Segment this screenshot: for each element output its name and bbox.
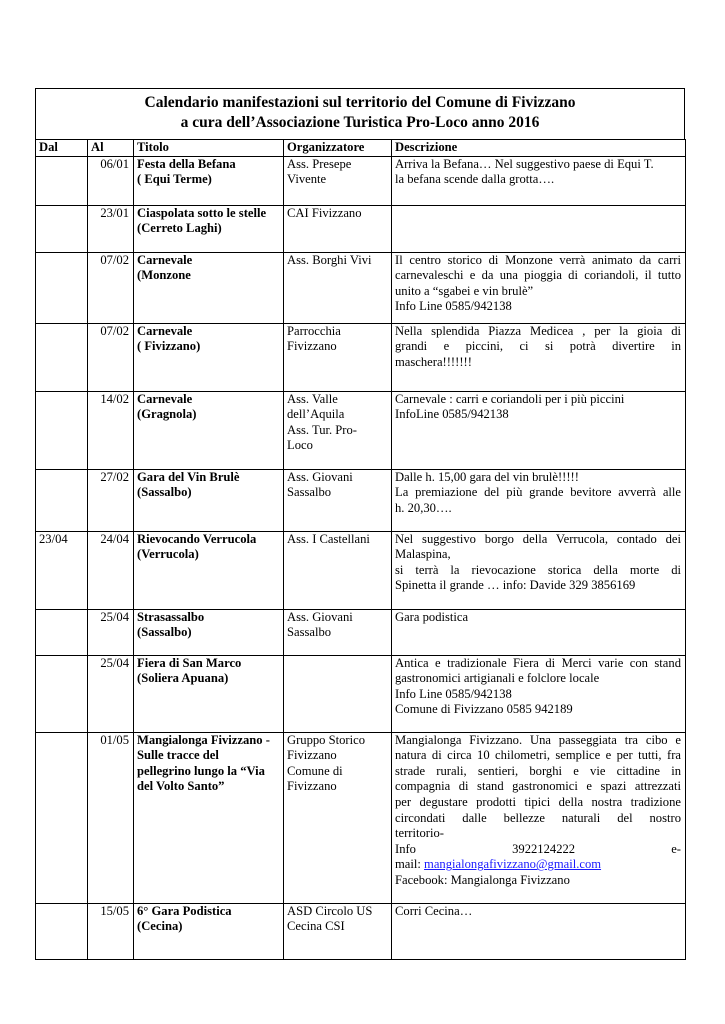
organizer-line: Parrocchia [287, 323, 341, 338]
event-title-line: Mangialonga Fivizzano - [137, 732, 270, 747]
event-title-line: Ciaspolata sotto le stelle [137, 205, 267, 220]
table-row [36, 252, 686, 323]
cell-dal [36, 252, 88, 323]
description-line: si terrà la rievocazione storica della morte di [395, 562, 681, 577]
cell-descrizione [392, 609, 686, 655]
cell-organizzatore [284, 156, 392, 205]
event-title-line: (Sassalbo) [137, 625, 192, 640]
event-title-line: (Cerreto Laghi) [137, 221, 222, 236]
description-line: carnevaleschi e da una pioggia di coriandoli, il tutto [395, 268, 681, 283]
event-title-line: ( Fivizzano) [137, 339, 201, 354]
cell-dal [36, 732, 88, 903]
cell-organizzatore [284, 205, 392, 252]
event-title-line: del Volto Santo” [137, 779, 225, 794]
cell-al [88, 156, 134, 205]
description-line: La premiazione del più grande bevitore avverrà alle [395, 485, 681, 500]
date-from: 23/04 [39, 531, 68, 546]
cell-descrizione [392, 205, 686, 252]
organizer-line: Sassalbo [287, 625, 332, 640]
description-line: Dalle h. 15,00 gara del vin brulè!!!!! [395, 469, 579, 484]
description-line: Info Line 0585/942138 [395, 299, 512, 314]
cell-organizzatore [284, 531, 392, 609]
cell-al [88, 609, 134, 655]
organizer-line: Gruppo Storico [287, 732, 366, 747]
header-al: Al [88, 140, 134, 157]
table-row [36, 609, 686, 655]
description-line: unito a “sgabei e vin brulè” [395, 283, 534, 298]
organizer-line: Sassalbo [287, 485, 332, 500]
description-line: Arriva la Befana… Nel suggestivo paese di Equi T. [395, 156, 654, 171]
events-table [35, 139, 686, 960]
table-row [36, 732, 686, 903]
description-line: territorio- [395, 826, 444, 841]
cell-descrizione [392, 323, 686, 391]
cell-titolo [134, 156, 284, 205]
description-line: strade rurali, sentieri, borghi e vie cittadine in [395, 763, 681, 778]
description-line: Malaspina, [395, 547, 451, 562]
event-title-line: 6° Gara Podistica [137, 903, 232, 918]
event-title-line: Rievocando Verrucola [137, 531, 257, 546]
title-box [35, 88, 685, 140]
organizer-line: Ass. Presepe [287, 156, 352, 171]
cell-descrizione [392, 156, 686, 205]
description-line: mail: mangialongafivizzano@gmail.com [395, 857, 602, 872]
cell-dal [36, 531, 88, 609]
table-row [36, 531, 686, 609]
event-title-line: Gara del Vin Brulè [137, 469, 240, 484]
date-to: 01/05 [100, 732, 129, 747]
organizer-line: ASD Circolo US [287, 903, 373, 918]
description-line: maschera!!!!!!! [395, 354, 472, 369]
cell-al [88, 205, 134, 252]
cell-titolo [134, 655, 284, 732]
organizer-line: Fivizzano [287, 339, 337, 354]
event-title-line: (Soliera Apuana) [137, 671, 229, 686]
cell-descrizione [392, 252, 686, 323]
cell-organizzatore [284, 252, 392, 323]
organizer-line: Ass. Giovani [287, 469, 353, 484]
event-title-line: Carnevale [137, 323, 193, 338]
description-line: Facebook: Mangialonga Fivizzano [395, 872, 570, 887]
document-page [35, 88, 685, 960]
date-to: 25/04 [100, 655, 129, 670]
cell-al [88, 391, 134, 469]
cell-dal [36, 469, 88, 531]
cell-descrizione [392, 655, 686, 732]
cell-organizzatore [284, 655, 392, 732]
date-to: 25/04 [100, 609, 129, 624]
cell-titolo [134, 732, 284, 903]
table-row [36, 323, 686, 391]
description-line: Carnevale : carri e coriandoli per i più piccini [395, 391, 625, 406]
event-title-line: pellegrino lungo la “Via [137, 763, 265, 778]
date-to: 23/01 [100, 205, 129, 220]
event-title-line: Festa della Befana [137, 156, 236, 171]
description-line: Info Line 0585/942138 [395, 686, 512, 701]
table-row [36, 205, 686, 252]
organizer-line: Ass. Borghi Vivi [287, 252, 372, 267]
date-to: 07/02 [100, 252, 129, 267]
event-title-line: Fiera di San Marco [137, 655, 242, 670]
cell-dal [36, 205, 88, 252]
description-line: Corri Cecina… [395, 903, 473, 918]
description-line: Il centro storico di Monzone verrà animato da carri [395, 252, 681, 267]
event-title-line: Strasassalbo [137, 609, 205, 624]
organizer-line: Ass. I Castellani [287, 531, 370, 546]
title-line-1: Calendario manifestazioni sul territorio del Comune di Fivizzano [144, 94, 576, 111]
cell-al [88, 469, 134, 531]
organizer-line: CAI Fivizzano [287, 205, 362, 220]
organizer-line: Ass. Valle [287, 391, 338, 406]
description-line: la befana scende dalla grotta…. [395, 172, 555, 187]
table-row [36, 655, 686, 732]
date-to: 15/05 [100, 903, 129, 918]
description-line: Antica e tradizionale Fiera di Merci varie con stand [395, 655, 681, 670]
cell-descrizione [392, 391, 686, 469]
description-line: Info 3922124222 e- [395, 841, 681, 856]
date-to: 14/02 [100, 391, 129, 406]
header-organizzatore: Organizzatore [284, 140, 392, 157]
cell-al [88, 655, 134, 732]
description-line: Nella splendida Piazza Medicea , per la gioia di [395, 323, 681, 338]
description-line: circondati dalle bellezze naturali del nostro [395, 810, 681, 825]
cell-descrizione [392, 903, 686, 959]
cell-descrizione [392, 469, 686, 531]
organizer-line: Comune di [287, 763, 343, 778]
cell-organizzatore [284, 469, 392, 531]
date-to: 06/01 [100, 156, 129, 171]
cell-al [88, 252, 134, 323]
cell-descrizione [392, 531, 686, 609]
cell-titolo [134, 609, 284, 655]
cell-titolo [134, 469, 284, 531]
cell-dal [36, 609, 88, 655]
table-row [36, 903, 686, 959]
date-to: 27/02 [100, 469, 129, 484]
table-row [36, 156, 686, 205]
table-header-row [36, 140, 686, 157]
description-line: InfoLine 0585/942138 [395, 407, 509, 422]
organizer-line: Loco [287, 438, 313, 453]
cell-titolo [134, 391, 284, 469]
cell-dal [36, 156, 88, 205]
description-line: Comune di Fivizzano 0585 942189 [395, 702, 573, 717]
description-line: h. 20,30…. [395, 500, 452, 515]
event-title-line: (Gragnola) [137, 407, 197, 422]
event-title-line: Carnevale [137, 391, 193, 406]
description-line: compagnia di stand gastronomici e spazi attrezzati [395, 779, 681, 794]
cell-titolo [134, 205, 284, 252]
cell-organizzatore [284, 732, 392, 903]
description-line: Nel suggestivo borgo della Verrucola, contado dei [395, 531, 681, 546]
email-link[interactable]: mangialongafivizzano@gmail.com [424, 857, 602, 872]
date-to: 07/02 [100, 323, 129, 338]
table-row [36, 469, 686, 531]
header-dal: Dal [36, 140, 88, 157]
description-line: Spinetta il grande … info: Davide 329 3856169 [395, 578, 636, 593]
organizer-line: Ass. Giovani [287, 609, 353, 624]
organizer-line: Cecina CSI [287, 919, 345, 934]
cell-organizzatore [284, 609, 392, 655]
cell-titolo [134, 252, 284, 323]
title-line-2: a cura dell’Associazione Turistica Pro-Loco anno 2016 [180, 114, 540, 131]
description-line: gastronomici artigianali e folclore locale [395, 671, 600, 686]
cell-titolo [134, 323, 284, 391]
organizer-line: Fivizzano [287, 748, 337, 763]
event-title-line: (Sassalbo) [137, 485, 192, 500]
description-line: natura di circa 10 chilometri, semplice e per tutti, fra [395, 748, 681, 763]
description-line: per degustare prodotti tipici della nostra tradizione [395, 794, 681, 809]
cell-descrizione [392, 732, 686, 903]
event-title-line: (Verrucola) [137, 547, 199, 562]
cell-organizzatore [284, 391, 392, 469]
cell-dal [36, 903, 88, 959]
header-descrizione: Descrizione [392, 140, 686, 157]
organizer-line: Vivente [287, 172, 327, 187]
cell-al [88, 732, 134, 903]
organizer-line: Fivizzano [287, 779, 337, 794]
cell-organizzatore [284, 323, 392, 391]
event-title-line: Sulle tracce del [137, 748, 219, 763]
table-row [36, 391, 686, 469]
cell-al [88, 531, 134, 609]
cell-dal [36, 391, 88, 469]
cell-dal [36, 323, 88, 391]
date-to: 24/04 [100, 531, 129, 546]
table-body [36, 156, 686, 959]
event-title-line: ( Equi Terme) [137, 172, 212, 187]
cell-dal [36, 655, 88, 732]
cell-al [88, 323, 134, 391]
cell-titolo [134, 531, 284, 609]
event-title-line: (Cecina) [137, 919, 183, 934]
cell-al [88, 903, 134, 959]
header-titolo: Titolo [134, 140, 284, 157]
organizer-line: Ass. Tur. Pro- [287, 422, 357, 437]
event-title-line: (Monzone [137, 268, 191, 283]
cell-organizzatore [284, 903, 392, 959]
description-line: Mangialonga Fivizzano. Una passeggiata tra cibo e [395, 732, 681, 747]
description-line: Gara podistica [395, 609, 469, 624]
organizer-line: dell’Aquila [287, 407, 345, 422]
description-line: grandi e piccini, ci si potrà divertire in [395, 339, 681, 354]
event-title-line: Carnevale [137, 252, 193, 267]
cell-titolo [134, 903, 284, 959]
